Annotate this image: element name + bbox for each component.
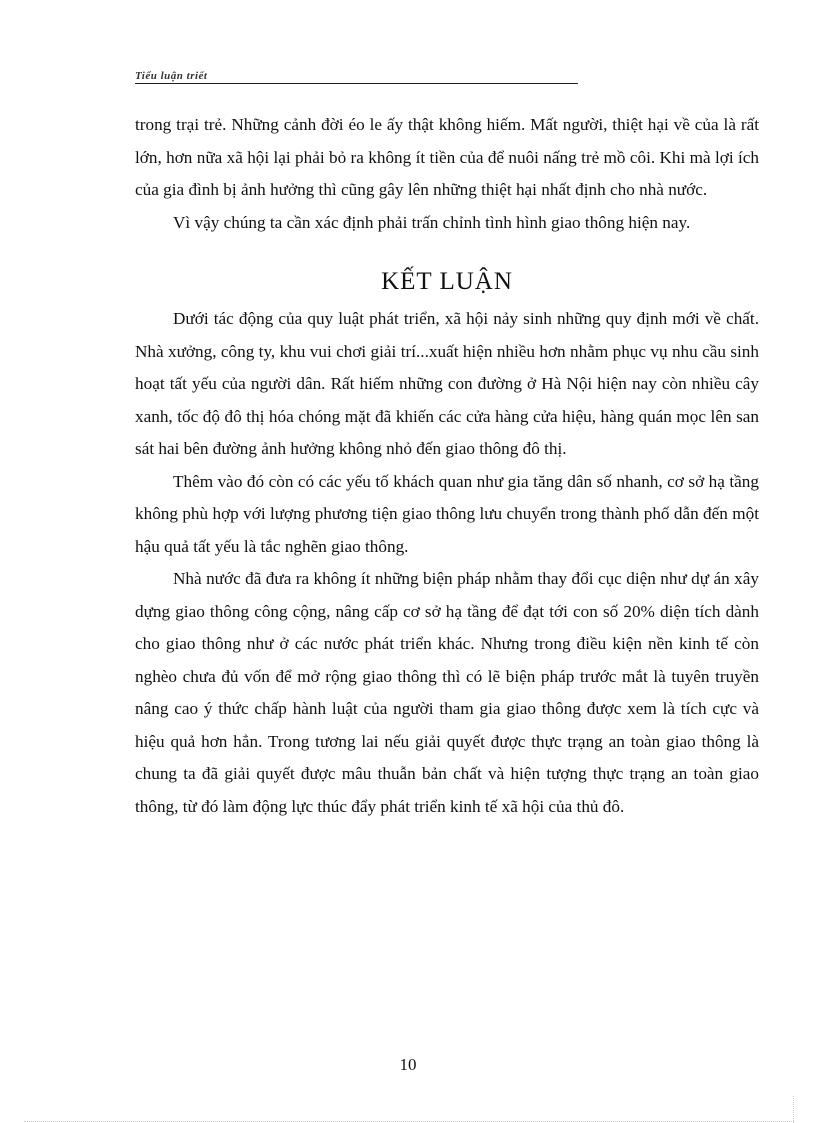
- section-title: KẾT LUẬN: [381, 268, 513, 295]
- paragraph-continued: trong trại trẻ. Những cảnh đời éo le ấy thật không hiếm. Mất người, thiệt hại về của là rất lớn, hơn nữa xã hội lại phải bỏ ra không ít tiền của để nuôi nấng trẻ mồ côi. Khi mà lợi ích của gia đình bị ảnh hưởng thì cũng gây lên những thiệt hại nhất định cho nhà nước.: [135, 115, 759, 199]
- page-border-bottom: [24, 1121, 794, 1122]
- page-number: 10: [399, 1055, 417, 1074]
- running-header: Tiểu luận triết: [135, 70, 208, 82]
- paragraph: Dưới tác động của quy luật phát triển, xã hội nảy sinh những quy định mới về chất. Nhà xưởng, công ty, khu vui chơi giải trí...xuất hiện nhiều hơn nhằm phục vụ nhu cầu sinh hoạt tất yếu của người dân. Rất hiếm những con đường ở Hà Nội hiện nay còn nhiều cây xanh, tốc độ đô thị hóa chóng mặt đã khiến các cửa hàng cửa hiệu, hàng quán mọc lên san sát hai bên đường ảnh hưởng không nhỏ đến giao thông đô thị.: [135, 309, 759, 458]
- header-rule: [135, 83, 578, 84]
- page-border-right: [793, 1096, 794, 1123]
- paragraph: Nhà nước đã đưa ra không ít những biện pháp nhằm thay đổi cục diện như dự án xây dựng giao thông công cộng, nâng cấp cơ sở hạ tầng để đạt tới con số 20% diện tích dành cho giao thông như ở các nước phát triển khác. Nhưng trong điều kiện nền kinh tế còn nghèo chưa đủ vốn để mở rộng giao thông thì có lẽ biện pháp trước mắt là tuyên truyền nâng cao ý thức chấp hành luật của người tham gia giao thông được xem là tích cực và hiệu quả hơn hẳn. Trong tương lai nếu giải quyết được thực trạng an toàn giao thông là chung ta đã giải quyết được mâu thuẫn bản chất và hiện tượng thực trạng an toàn giao thông, từ đó làm động lực thúc đẩy phát triển kinh tế xã hội của thủ đô.: [135, 569, 759, 816]
- page-body: [135, 109, 759, 823]
- paragraph: Thêm vào đó còn có các yếu tố khách quan như gia tăng dân số nhanh, cơ sở hạ tầng không phù hợp với lượng phương tiện giao thông lưu chuyển trong thành phố dẫn đến một hậu quả tất yếu là tắc nghẽn giao thông.: [135, 471, 759, 556]
- paragraph: Vì vậy chúng ta cần xác định phải trấn chỉnh tình hình giao thông hiện nay.: [173, 212, 691, 232]
